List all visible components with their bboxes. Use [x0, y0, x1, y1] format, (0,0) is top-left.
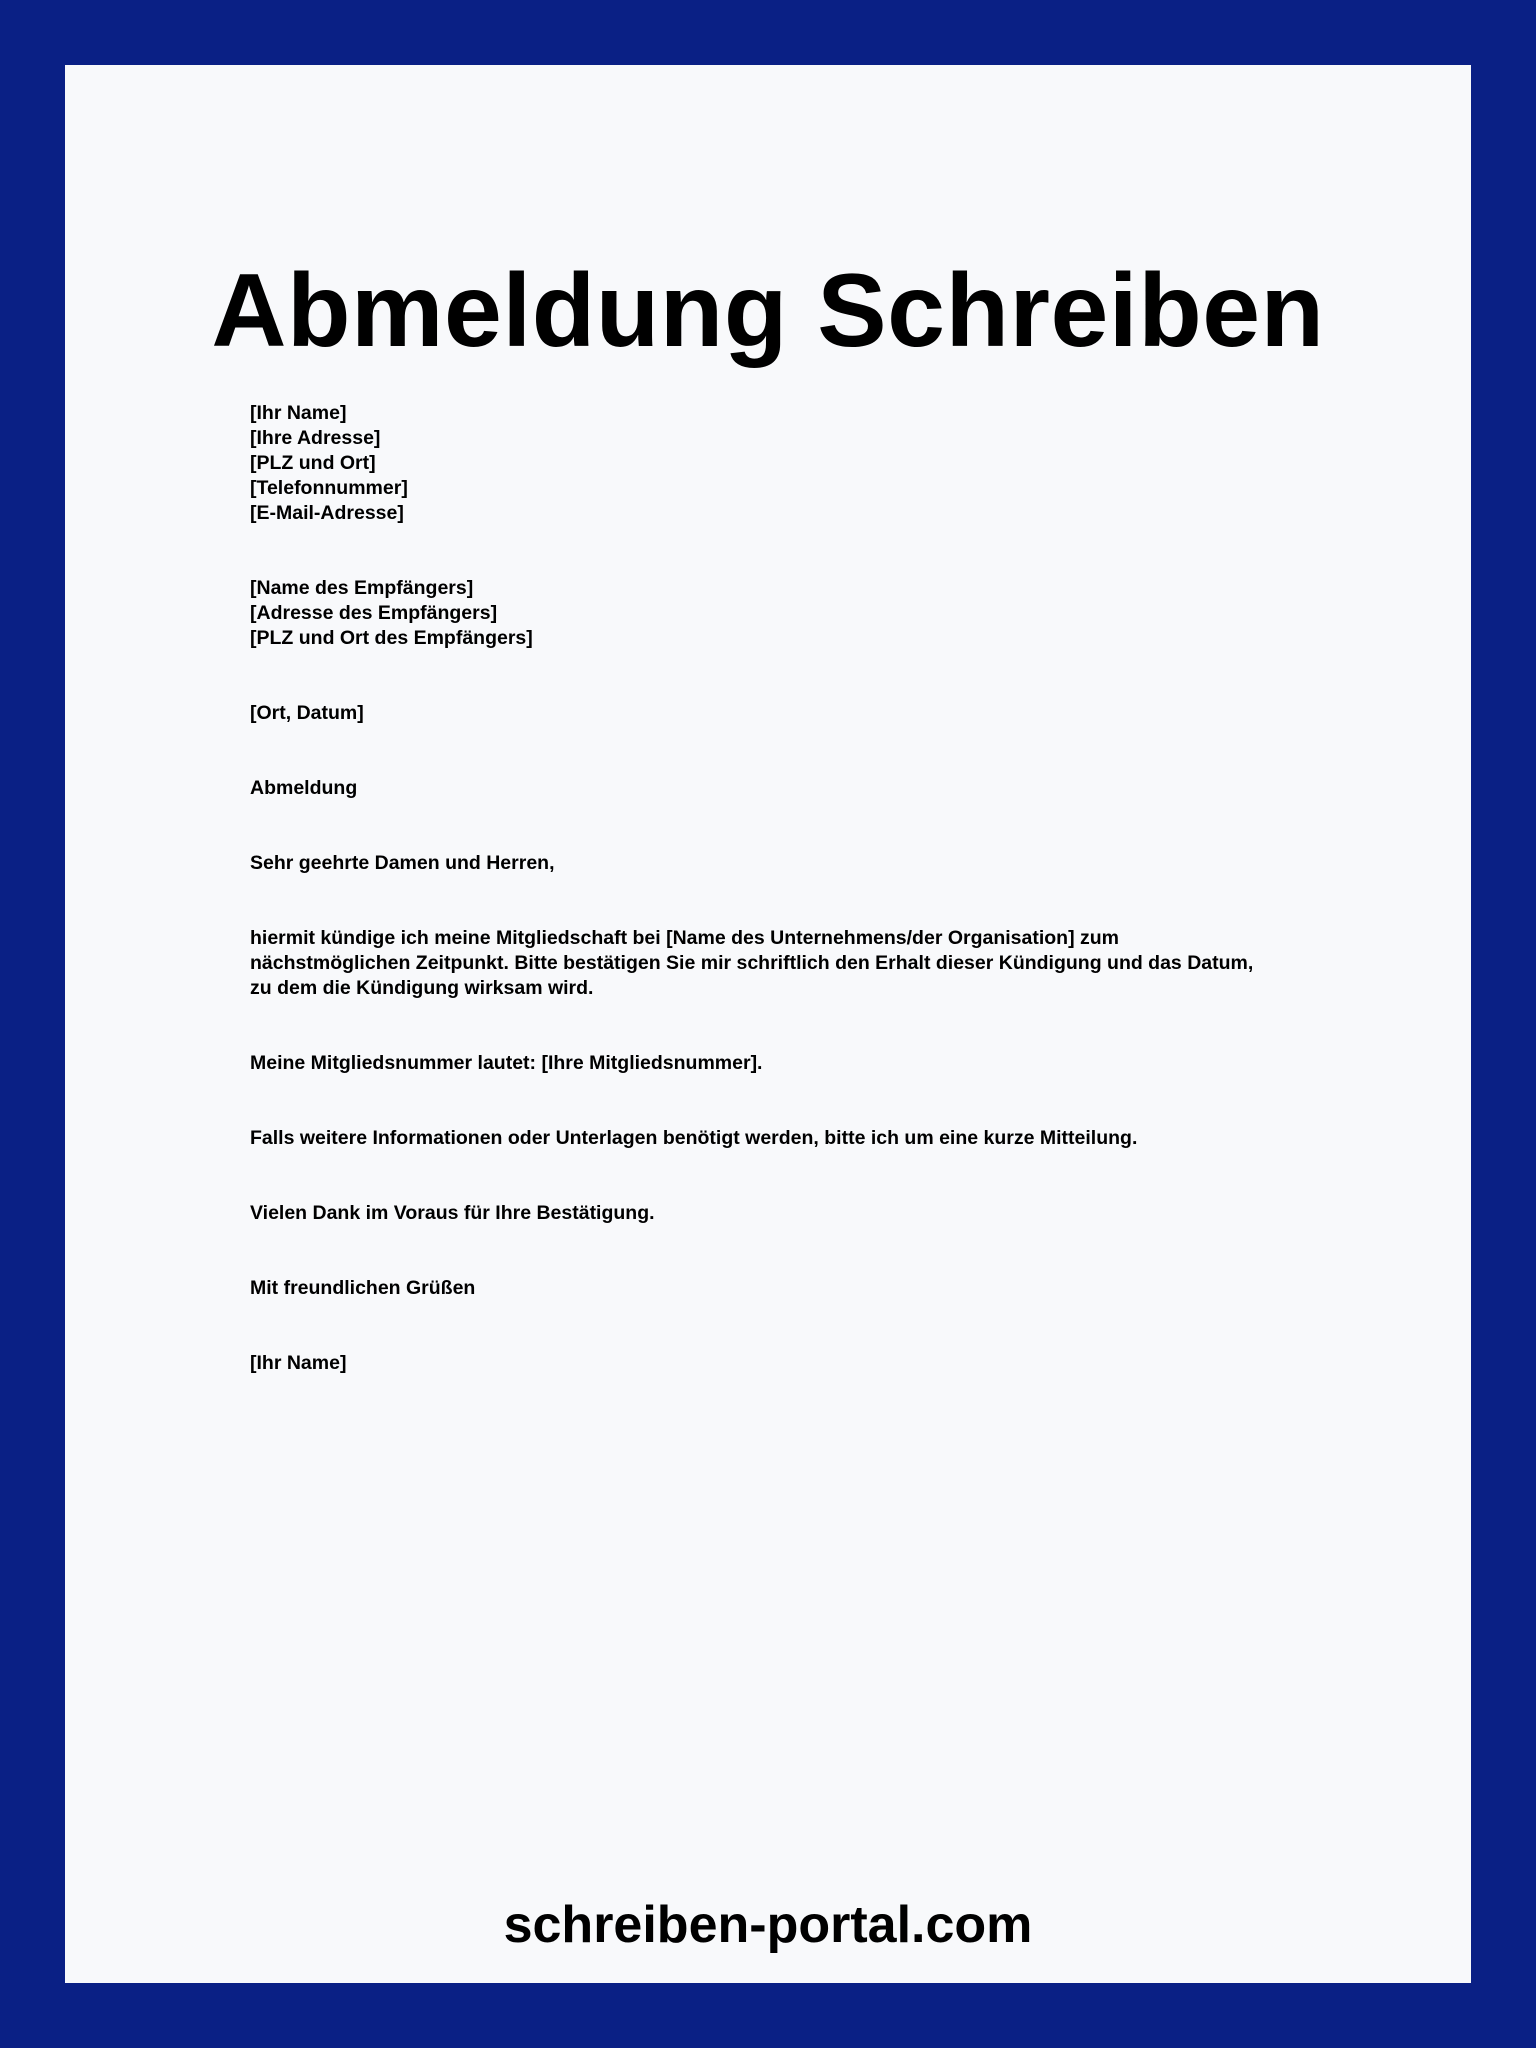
recipient-address: [Adresse des Empfängers] [250, 602, 498, 624]
sender-phone: [Telefonnummer] [250, 477, 408, 499]
salutation: Sehr geehrte Damen und Herren, [250, 852, 555, 874]
footer-website: schreiben-portal.com [503, 1896, 1033, 1954]
sender-address: [Ihre Adresse] [250, 427, 381, 449]
body-paragraph-thanks: Vielen Dank im Voraus für Ihre Bestätigung. [250, 1202, 655, 1224]
recipient-name: [Name des Empfängers] [250, 577, 474, 599]
body-paragraph-member-number: Meine Mitgliedsnummer lautet: [Ihre Mitgliedsnummer]. [250, 1052, 763, 1074]
place-date: [Ort, Datum] [250, 702, 364, 724]
sender-email: [E-Mail-Adresse] [250, 502, 404, 524]
sender-postal-city: [PLZ und Ort] [250, 452, 376, 474]
signature-name: [Ihr Name] [250, 1352, 347, 1374]
body-paragraph-termination: hiermit kündige ich meine Mitgliedschaft bei [Name des Unternehmens/der Organisation] zum nächstmöglichen Zeitpunkt. Bitte bestätigen Sie mir schriftlich den Erhalt dieser Kündigung und das Datum, zu dem die Kündigung wirksam wird. [250, 927, 1254, 999]
closing: Mit freundlichen Grüßen [250, 1277, 476, 1299]
document-page [65, 65, 1471, 1983]
sender-name: [Ihr Name] [250, 402, 347, 424]
subject-line: Abmeldung [250, 777, 358, 799]
recipient-address-block [250, 576, 1280, 651]
page-title: Abmeldung Schreiben [211, 253, 1325, 369]
sender-address-block [250, 401, 1280, 526]
recipient-postal-city: [PLZ und Ort des Empfängers] [250, 627, 533, 649]
letter-body [250, 401, 1280, 1426]
body-paragraph-further-info: Falls weitere Informationen oder Unterlagen benötigt werden, bitte ich um eine kurze Mitteilung. [250, 1127, 1138, 1149]
